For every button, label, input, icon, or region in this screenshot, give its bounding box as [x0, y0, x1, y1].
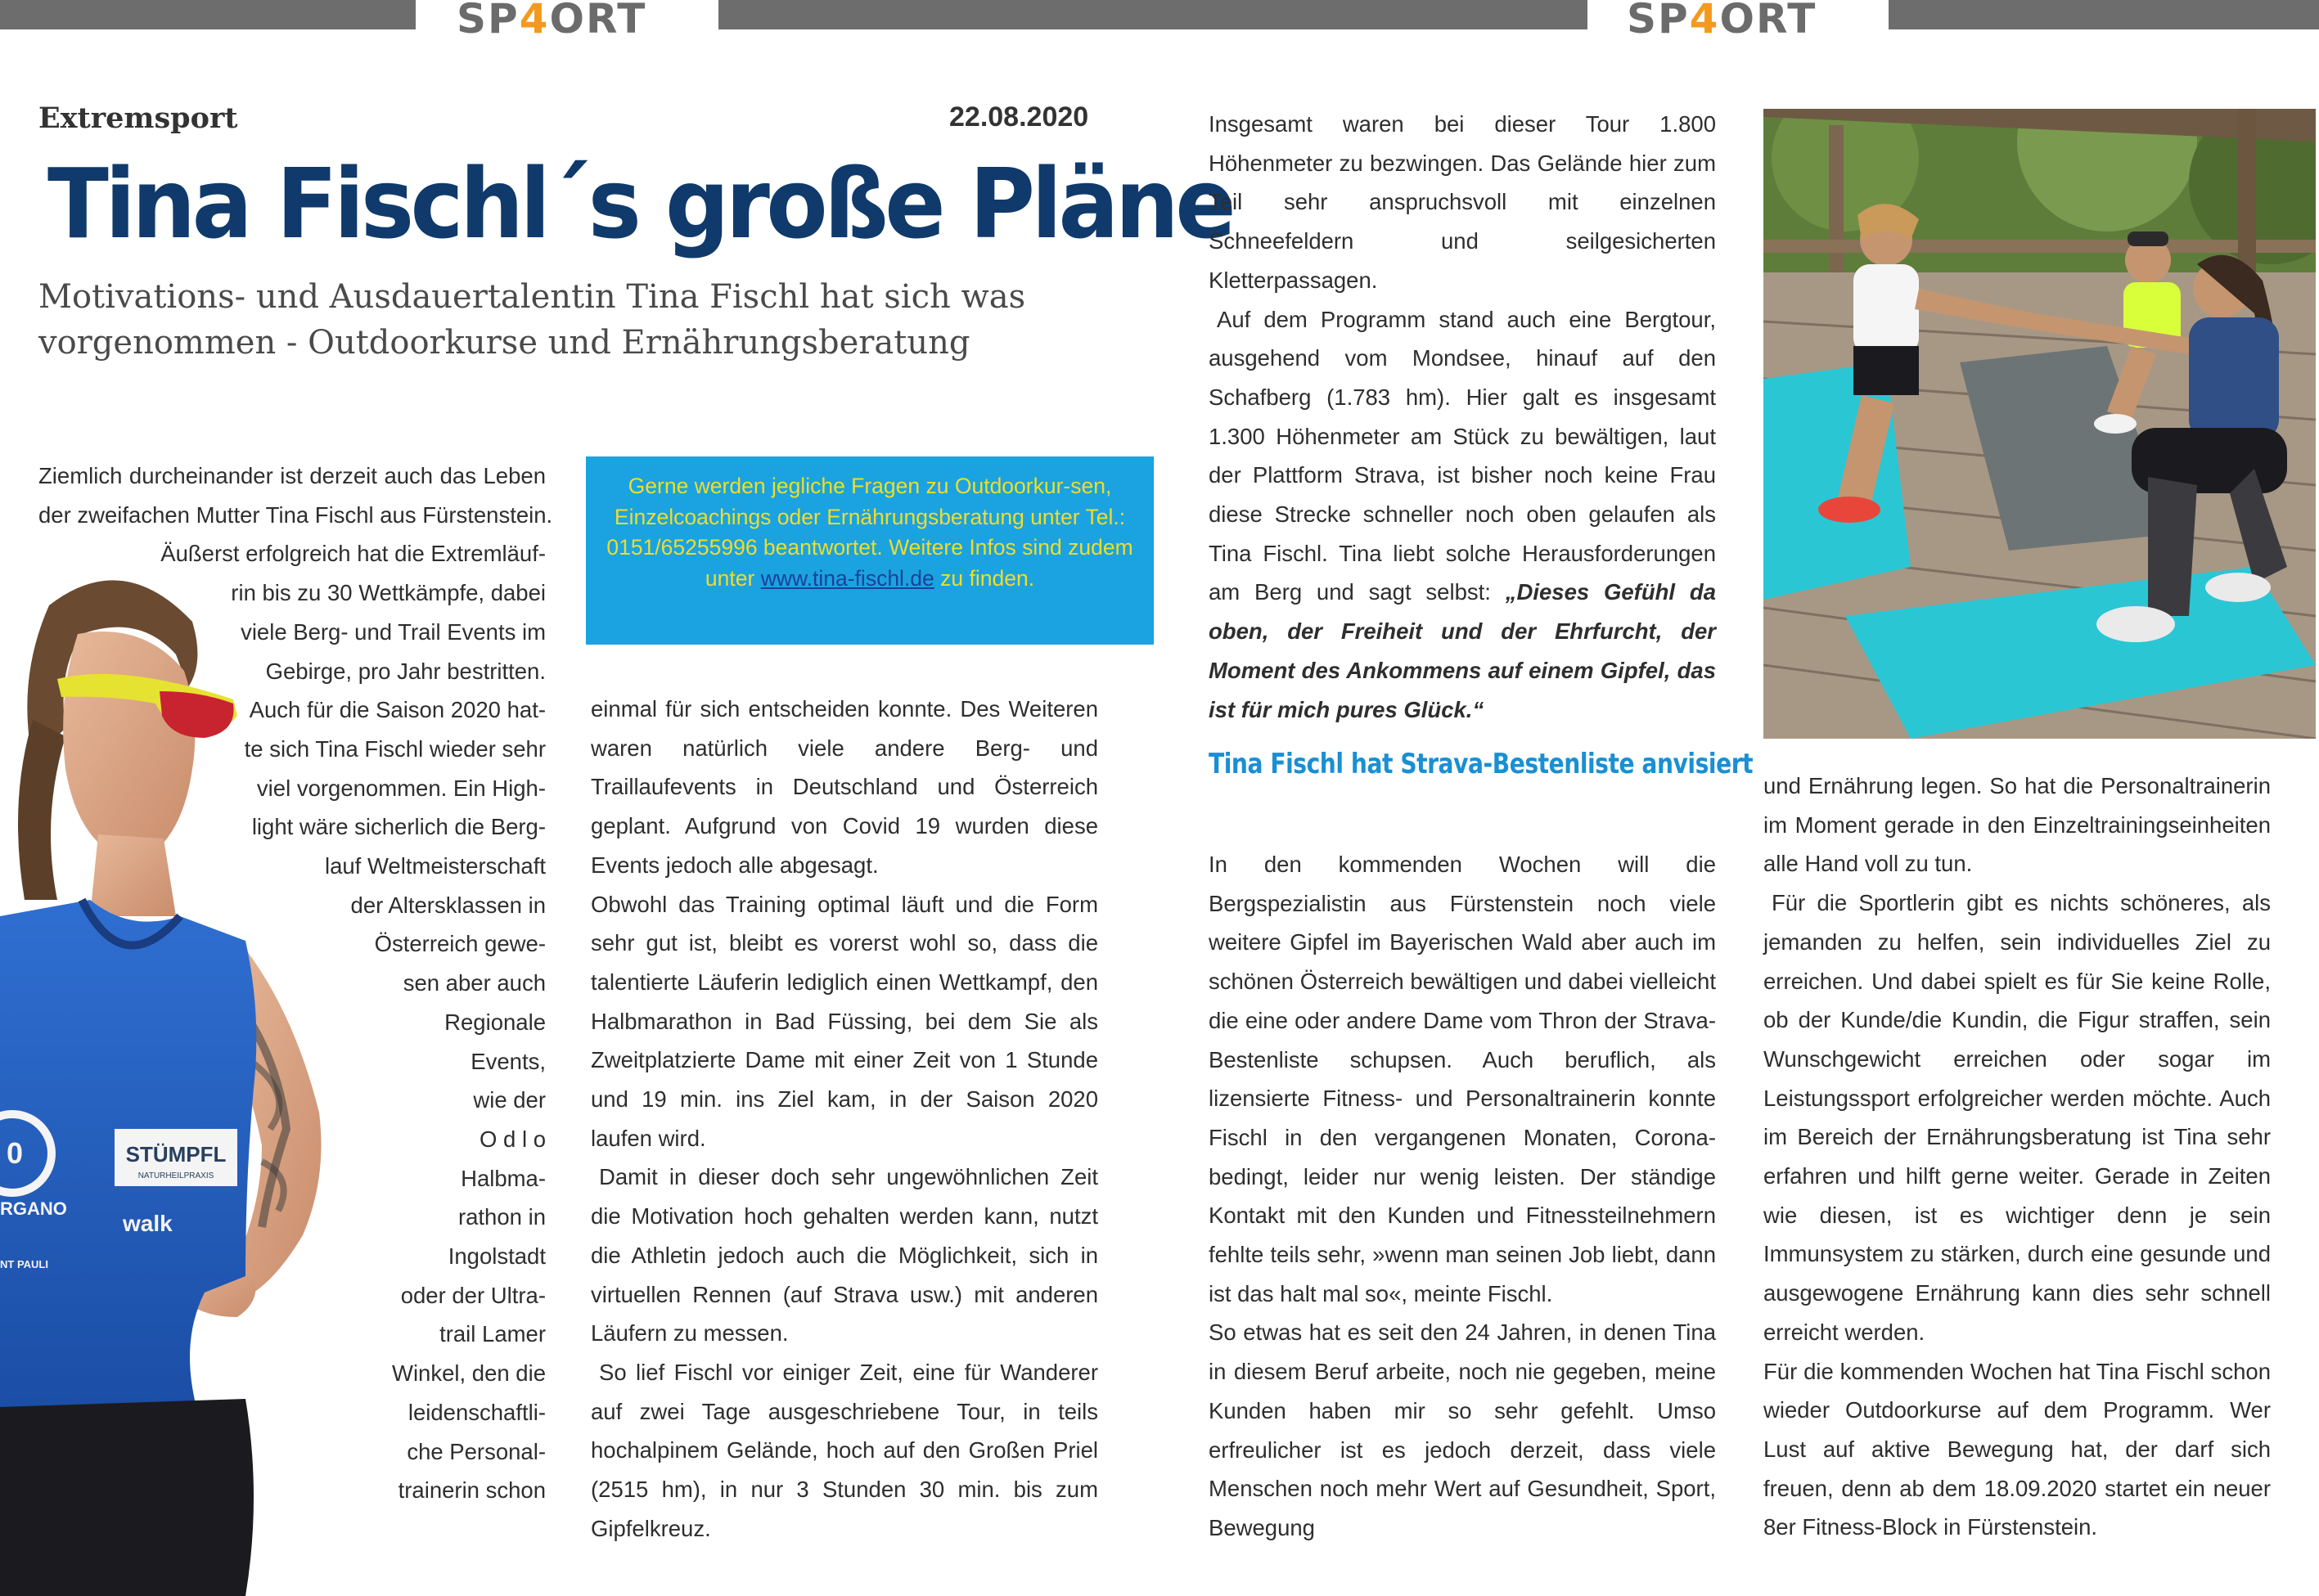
logo-part: ORT: [549, 0, 647, 43]
col1-line: oder der Ultra-: [400, 1282, 546, 1308]
col1-line: Winkel, den die: [391, 1360, 546, 1387]
paragraph: Damit in dieser doch sehr ungewöhnlichen Zeit die Motivation hoch gehalten werden kann, nutzt die Athletin jedoch auch die Möglichkeit, sich in virtuellen Rennen (auf Strava usw.) mit anderen Läufern zu messen.: [591, 1164, 1098, 1346]
col1-line: leidenschaftli-: [408, 1399, 546, 1425]
header-bar-middle: [718, 0, 1587, 29]
col1-line: trainerin schon: [398, 1477, 546, 1504]
col1-line: Äußerst erfolgreich hat die Extremläuf-: [160, 541, 546, 567]
col1-line: der Altersklassen in: [350, 892, 546, 918]
column-1: [38, 456, 553, 1510]
col1-line: sen aber auch: [403, 970, 546, 996]
sport-logo-right: [1627, 0, 1817, 43]
paragraph: Für die Sportlerin gibt es nichts schöneres, als jemanden zu helfen, sein individuelles Ziel zu erreichen. Und dabei spielt es für Sie keine Rolle, ob der Kunde/die Kundin, die Figur straffen, sein Wunschgewicht erreichen oder sogar im Leistungssport erfolgreicher werden möchte. Auch im Bereich der Ernährungsberatung ist Tina sehr erfahren und hilft gerne weiter. Gerade in Zeiten wie diesen, ist es wichtiger denn je sein Immunsystem zu stärken, durch eine gesunde und ausgewogene Ernährung kann dies sehr schnell erreicht werden.: [1763, 890, 2271, 1345]
logo-part: SP: [457, 0, 520, 43]
paragraph: So etwas hat es seit den 24 Jahren, in denen Tina in diesem Beruf arbeite, noch nie gegeben, meine Kunden haben mir so sehr gefehlt. Umso erfreulicher ist es jedoch derzeit, dass viele Menschen noch mehr Wert auf Gesundheit, Sport, Bewegung: [1209, 1320, 1716, 1540]
paragraph: und Ernährung legen. So hat die Personaltrainerin im Moment gerade in den Einzeltrainingseinheiten alle Hand voll zu tun.: [1763, 773, 2271, 877]
paragraph: Obwohl das Training optimal läuft und die Form sehr gut ist, bleibt es vorerst wohl so, dass die talentierte Läuferin lediglich einen Wettkampf, den Halbmarathon in Bad Füssing, bei dem Sie als Zweitplatzierte Dame mit einer Zeit von 1 Stunde und 19 min. ins Ziel kam, in der Saison 2020 laufen wird.: [591, 891, 1098, 1151]
article-kicker: Extremsport: [38, 101, 238, 135]
workout-photo-image: [1763, 109, 2316, 739]
paragraph: Für die kommenden Wochen hat Tina Fischl schon wieder Outdoorkurse auf dem Programm. Wer Lust auf aktive Bewegung hat, der darf sich freuen, denn ab dem 18.09.2020 startet ein neuer 8er Fitness-Block in Fürstenstein.: [1763, 1358, 2271, 1540]
column-2: [591, 690, 1098, 1548]
paragraph-text: Auf dem Programm stand auch eine Bergtour, ausgehend vom Mondsee, hinauf auf den Schafberg (1.783 hm). Hier galt es insgesamt 1.300 Höhenmeter am Stück zu bewältigen, laut der Plattform Strava, ist bisher noch keine Frau diese Strecke schneller noch oben gelaufen als Tina Fischl. Tina liebt solche Herausforderungen am Berg und sagt selbst:: [1209, 306, 1716, 605]
col1-line: trail Lamer: [439, 1321, 546, 1347]
logo-four: 4: [1689, 0, 1720, 43]
logo-four: 4: [519, 0, 550, 43]
col1-line: rathon in: [457, 1204, 546, 1230]
col1-line: te sich Tina Fischl wieder sehr: [244, 735, 546, 762]
col1-line: wie der: [473, 1087, 546, 1113]
col1-line: che Personal-: [407, 1438, 546, 1464]
column-4: [1763, 767, 2271, 1547]
paragraph: In den kommenden Wochen will die Bergspezialistin aus Fürstenstein noch viele weitere Gipfel im Bayerischen Wald aber auch im schönen Österreich bewältigen und dabei vielleicht die eine oder andere Dame vom Thron der Strava-Bestenliste schupsen. Auch beruflich, als lizensierte Fitness- und Personaltrainerin konnte Fischl in den vergangenen Monaten, Corona-bedingt, leider nur wenig leisten. Der ständige Kontakt mit den Kunden und Fitnessteilnehmern fehlte teils sehr, »wenn man seinen Job liebt, dann ist das halt mal so«, meinte Fischl.: [1209, 852, 1716, 1306]
article-subhead: Motivations- und Ausdauertalentin Tina Fischl hat sich was vorgenommen - Outdoorkurse und Ernährungsberatung: [38, 278, 1026, 362]
workout-photo: [1763, 109, 2316, 739]
paragraph: einmal für sich entscheiden konnte. Des Weiteren waren natürlich viele andere Berg- und Traillaufevents in Deutschland und Österreich geplant. Aufgrund von Covid 19 wurden diese Events jedoch alle abgesagt.: [591, 696, 1098, 878]
col1-line: light wäre sicherlich die Berg-: [251, 814, 546, 840]
article-headline: Tina Fischl´s große Pläne: [47, 147, 1232, 260]
paragraph: So lief Fischl vor einiger Zeit, eine für Wanderer auf zwei Tage ausgeschriebene Tour, in teils hochalpinem Gelände, hoch auf den Großen Priel (2515 hm), in nur 3 Stunden 30 min. bis zum Gipfelkreuz.: [591, 1359, 1098, 1541]
shirt-left-text: RGANO: [0, 1198, 67, 1219]
col1-line: der zweifachen Mutter Tina Fischl aus Fürstenstein.: [38, 501, 553, 528]
column-3-top: [1209, 105, 1716, 729]
infobox-text-end: zu finden.: [940, 565, 1035, 591]
article-date: 22.08.2020: [949, 101, 1089, 133]
shirt-small-text: NT PAULI: [0, 1258, 48, 1270]
column-3-bottom: [1209, 845, 1716, 1548]
shirt-logo-zero: 0: [7, 1136, 24, 1170]
sport-logo-left: [457, 0, 646, 43]
col1-line: Events,: [471, 1048, 546, 1074]
shirt-brand-sub: NATURHEILPRAXIS: [137, 1171, 214, 1180]
shirt-logo-walk: walk: [123, 1211, 173, 1236]
section-subheading: Tina Fischl hat Strava-Bestenliste anvisiert: [1209, 748, 1754, 780]
col1-line: Ziemlich durcheinander ist derzeit auch das Leben: [38, 463, 546, 488]
shirt-brand: STÜMPFL: [125, 1142, 227, 1167]
header-bar-right: [1889, 0, 2319, 29]
col1-line: Halbma-: [461, 1165, 546, 1191]
website-link[interactable]: www.tina-fischl.de: [760, 565, 934, 591]
col1-line: Regionale: [444, 1009, 546, 1035]
col1-line: lauf Weltmeisterschaft: [324, 853, 546, 879]
header-bar-left: [0, 0, 416, 29]
col1-line: viele Berg- und Trail Events im: [241, 618, 546, 645]
logo-part: ORT: [1719, 0, 1817, 43]
logo-part: SP: [1627, 0, 1690, 43]
paragraph: Insgesamt waren bei dieser Tour 1.800 Höhenmeter zu bezwingen. Das Gelände hier zum Teil sehr anspruchsvoll mit einzelnen Schneefeldern und seilgesicherten Kletterpassagen.: [1209, 111, 1716, 293]
infobox-text-unter: unter: [705, 565, 755, 591]
col1-line: O d l o: [479, 1126, 546, 1152]
col1-line: rin bis zu 30 Wettkämpfe, dabei: [231, 580, 546, 606]
col1-line: Gebirge, pro Jahr bestritten.: [265, 658, 546, 684]
col1-line: Österreich gewe-: [374, 931, 546, 957]
col1-line: Auch für die Saison 2020 hat-: [249, 697, 546, 723]
infobox-text: Gerne werden jegliche Fragen zu Outdoorkur-sen, Einzelcoachings oder Ernährungsberatung unter Tel.: 0151/65255996 beantwortet. Weitere Infos sind zudem: [606, 474, 1133, 560]
contact-infobox: [586, 456, 1154, 645]
col1-line: Ingolstadt: [448, 1243, 546, 1270]
quote: „Dieses Gefühl da oben, der Freiheit und der Ehrfurcht, der Moment des Ankommens auf einem Gipfel, das ist für mich pures Glück.“: [1209, 579, 1716, 722]
paragraph: [1209, 300, 1716, 730]
col1-line: viel vorgenommen. Ein High-: [256, 775, 546, 801]
